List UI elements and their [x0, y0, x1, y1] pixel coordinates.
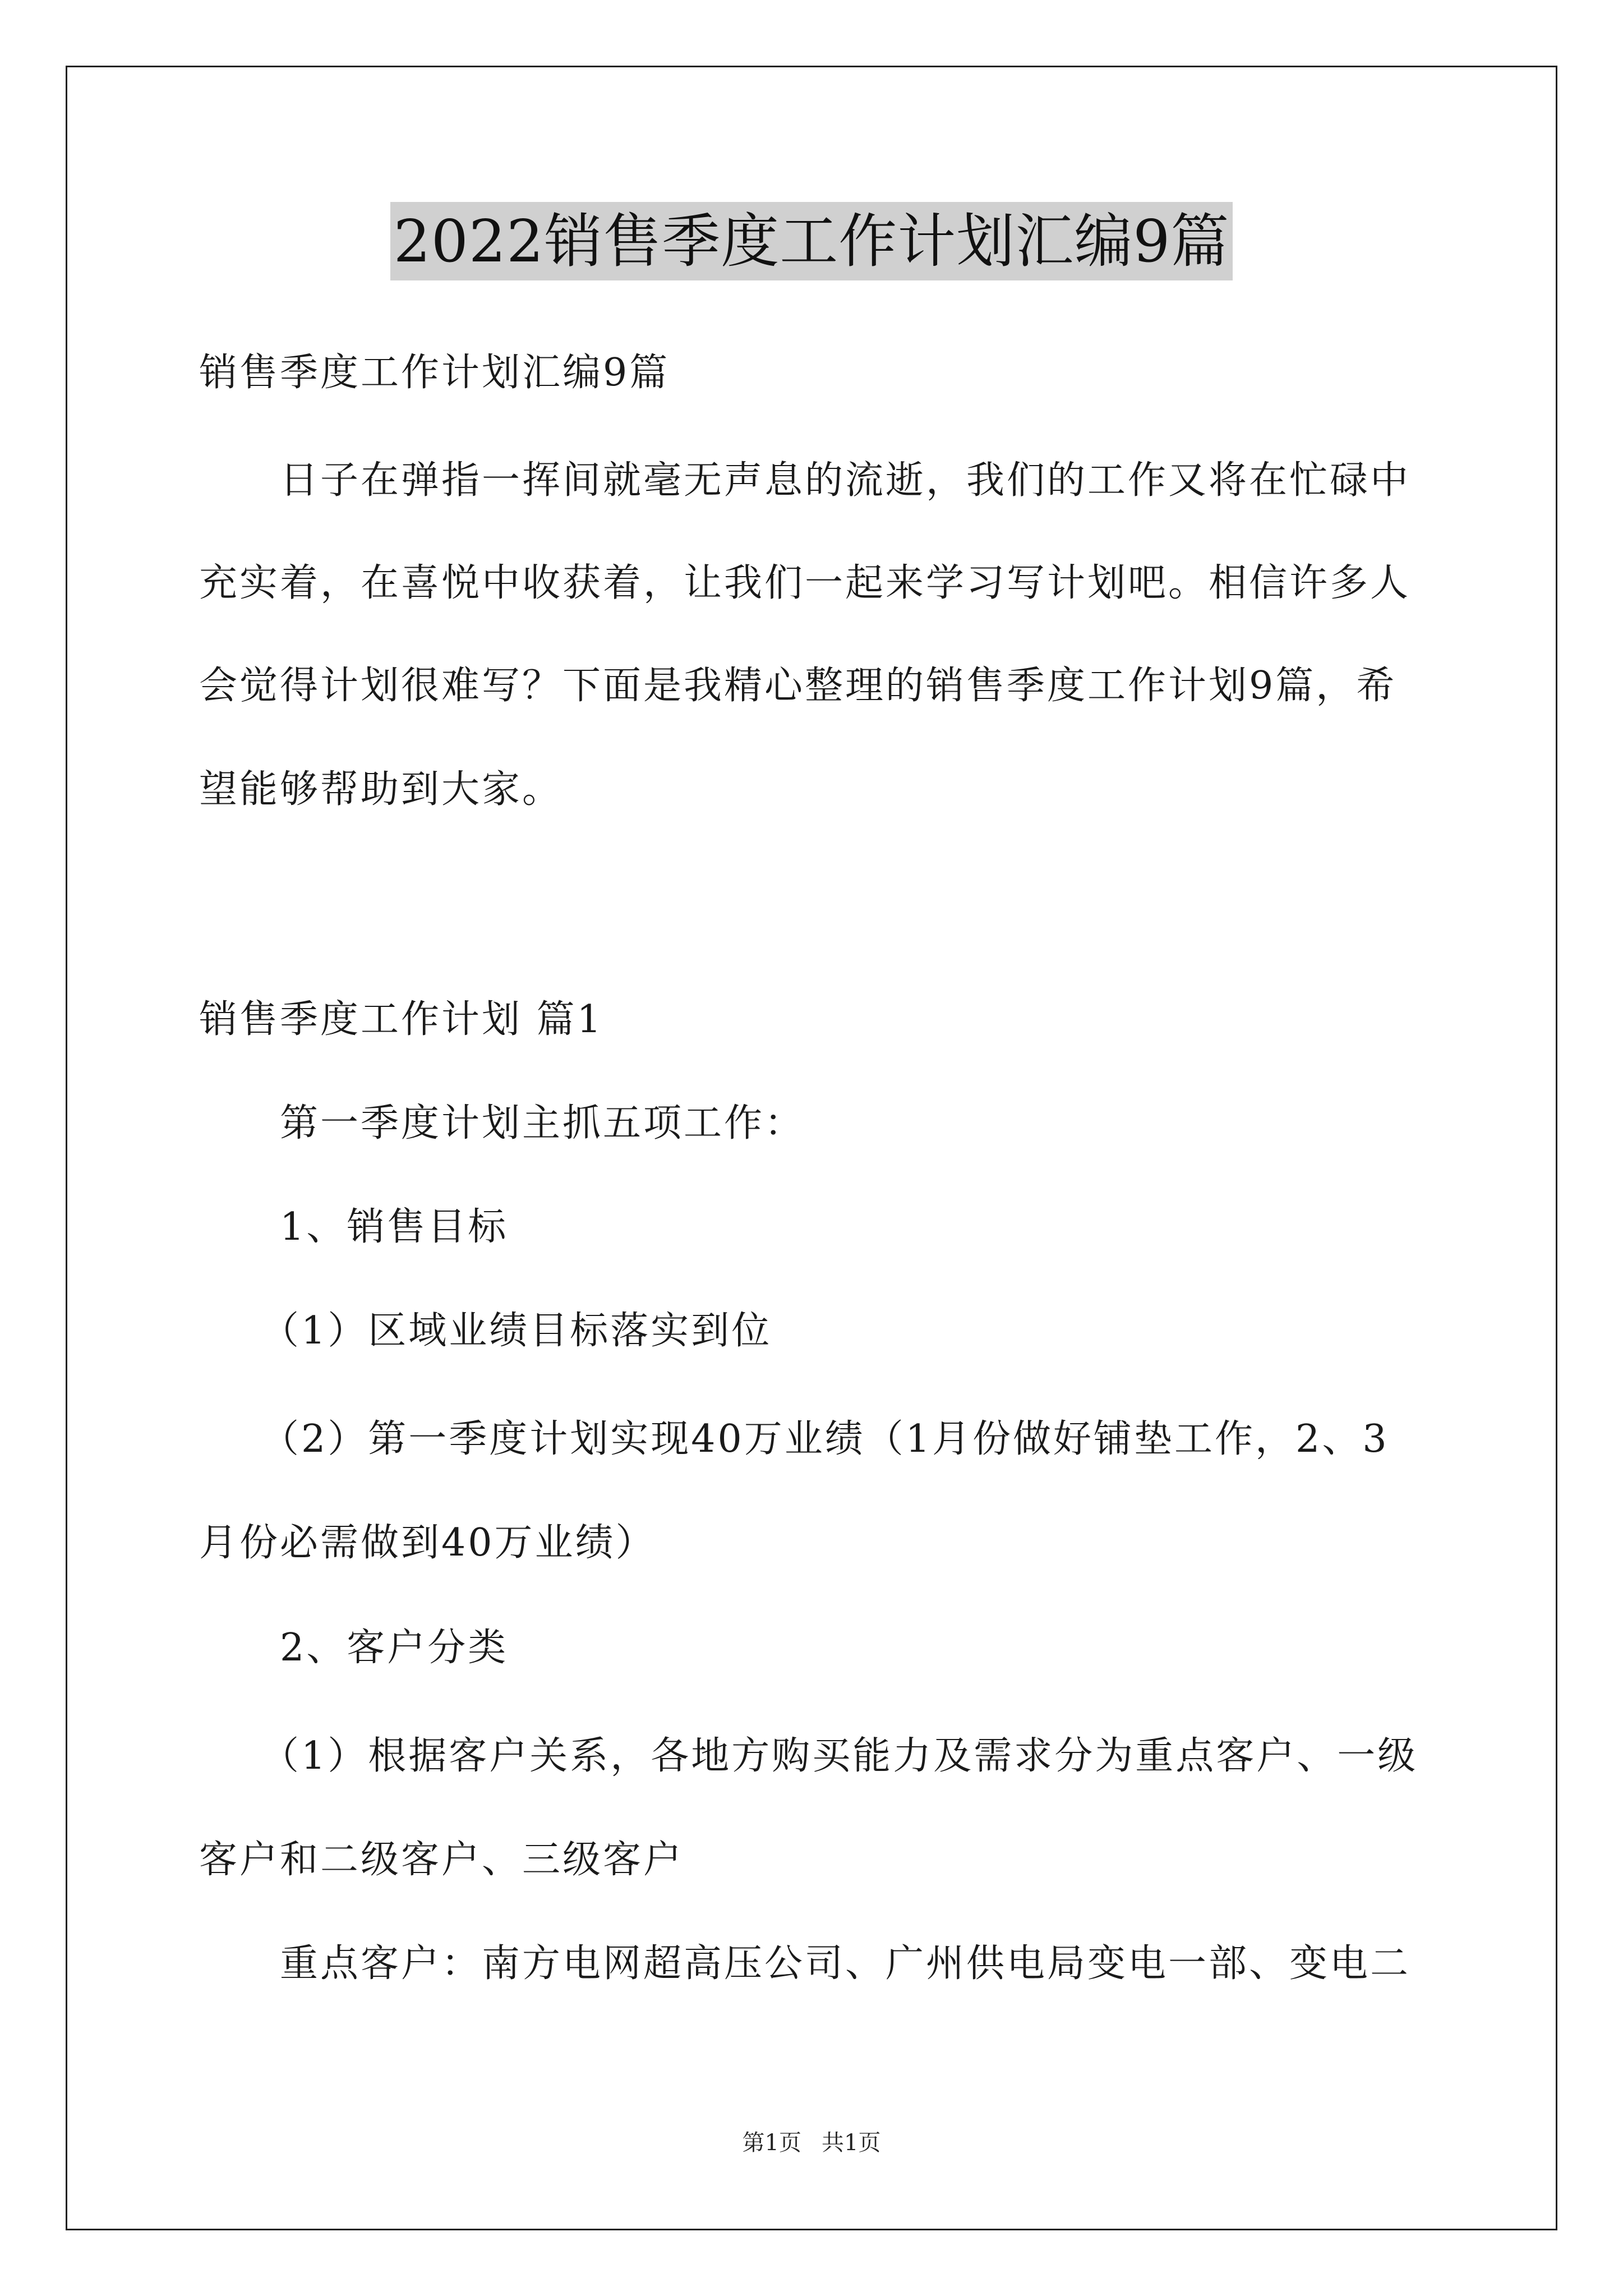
list-item: 1、销售目标: [199, 1205, 509, 1249]
paragraph-line: 望能够帮助到大家。: [199, 767, 563, 812]
page-number: 第1页: [742, 2130, 801, 2156]
paragraph-line: 月份必需做到40万业绩）: [199, 1521, 656, 1565]
list-item: （2）第一季度计划实现40万业绩（1月份做好铺垫工作，2、3: [199, 1417, 1389, 1461]
page-total: 共1页: [822, 2130, 881, 2156]
list-item: （1）根据客户关系，各地方购买能力及需求分为重点客户、一级: [199, 1734, 1418, 1778]
list-item: 2、客户分类: [199, 1626, 509, 1670]
list-item: （1）区域业绩目标落实到位: [199, 1309, 772, 1353]
subtitle-line: 销售季度工作计划汇编9篇: [199, 351, 670, 395]
paragraph-line: 重点客户：南方电网超高压公司、广州供电局变电一部、变电二: [199, 1941, 1411, 1986]
title-container: [0, 202, 1623, 280]
paragraph-line: 充实着，在喜悦中收获着，让我们一起来学习写计划吧。相信许多人: [199, 561, 1411, 605]
paragraph-line: 日子在弹指一挥间就毫无声息的流逝，我们的工作又将在忙碌中: [199, 458, 1411, 503]
section-heading: 销售季度工作计划 篇1: [199, 997, 603, 1042]
paragraph-line: 第一季度计划主抓五项工作：: [199, 1101, 805, 1145]
paragraph-line: 客户和二级客户、三级客户: [199, 1838, 684, 1882]
page-footer: [0, 2129, 1623, 2157]
document-title: 2022销售季度工作计划汇编9篇: [390, 202, 1233, 280]
paragraph-line: 会觉得计划很难写？下面是我精心整理的销售季度工作计划9篇，希: [199, 664, 1397, 708]
